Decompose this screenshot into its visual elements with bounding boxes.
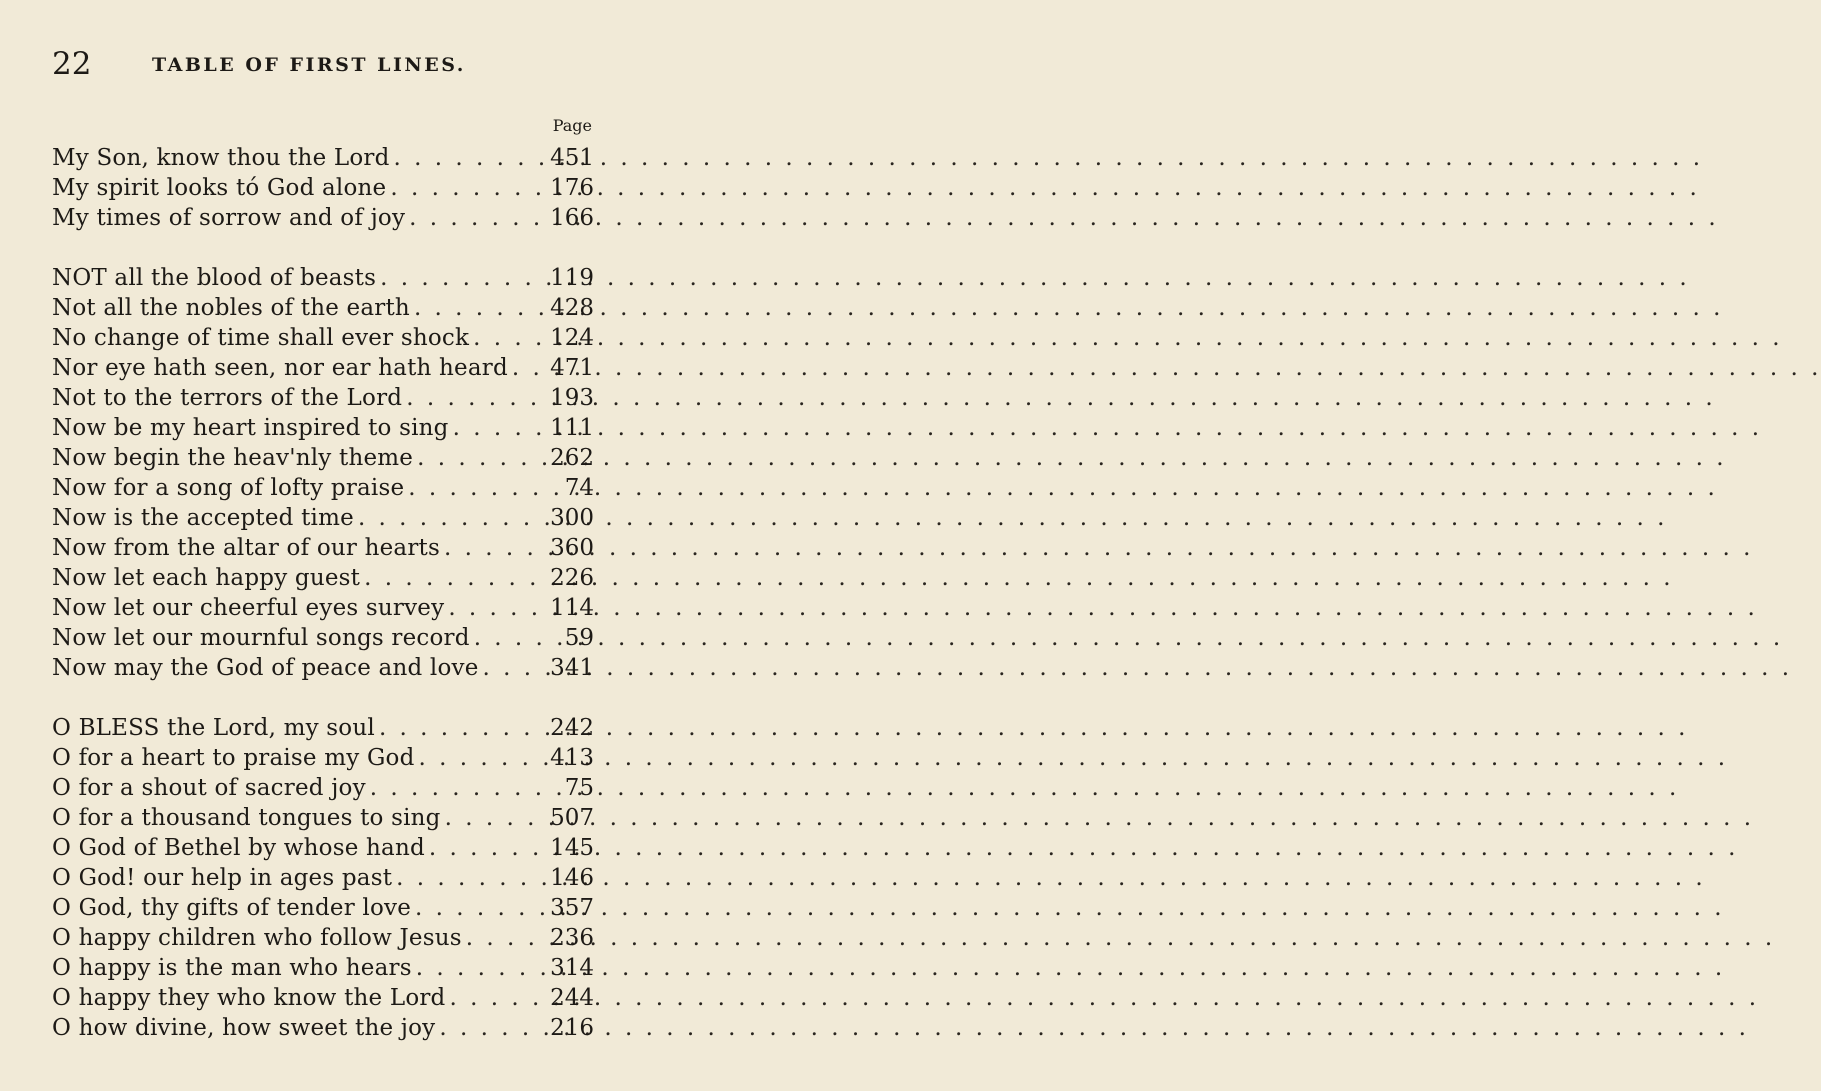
first-line-text: Now let each happy guest [52, 565, 361, 591]
first-line-text: Not all the nobles of the earth [52, 295, 410, 321]
first-line-text: Now let our cheerful eyes survey [52, 595, 445, 621]
page-reference: 242 [550, 715, 594, 741]
page-column-heading: Page [552, 116, 592, 135]
table-row [52, 563, 594, 593]
dot-leader [474, 623, 546, 653]
page-reference: 111 [550, 415, 594, 441]
page-reference: 471 [550, 355, 594, 381]
first-line-text: O for a heart to praise my God [52, 745, 415, 771]
dot-leader [358, 503, 546, 533]
table-row [52, 353, 594, 383]
table-row [52, 173, 594, 203]
table-row [52, 893, 594, 923]
table-row [52, 263, 594, 293]
table-row [52, 413, 594, 443]
page-reference: 428 [550, 295, 594, 321]
dot-leader [419, 743, 546, 773]
page-reference: 357 [550, 895, 594, 921]
table-row [52, 713, 594, 743]
table-row [52, 833, 594, 863]
first-line-text: Now may the God of peace and love [52, 655, 479, 681]
table-row [52, 953, 594, 983]
dot-leader [483, 653, 546, 683]
table-row [52, 773, 594, 803]
page-reference: 193 [550, 385, 594, 411]
first-line-text: My times of sorrow and of joy [52, 205, 406, 231]
dot-leader [445, 803, 546, 833]
dot-leader [408, 473, 546, 503]
first-line-text: Now is the accepted time [52, 505, 354, 531]
dot-leader [409, 203, 546, 233]
first-line-text: O happy they who know the Lord [52, 985, 446, 1011]
first-line-text: Not to the terrors of the Lord [52, 385, 403, 411]
dot-leader [416, 953, 546, 983]
page-number: 22 [52, 46, 92, 82]
first-line-text: Now be my heart inspired to sing [52, 415, 449, 441]
table-row [52, 1013, 594, 1043]
table-row [52, 863, 594, 893]
page-reference: 119 [550, 265, 594, 291]
book-page [0, 0, 640, 1091]
dot-leader [415, 893, 546, 923]
page-reference: 451 [550, 145, 594, 171]
first-line-text: No change of time shall ever shock [52, 325, 470, 351]
first-line-text: O happy is the man who hears [52, 955, 412, 981]
entry-group [52, 713, 594, 1043]
dot-leader [512, 353, 546, 383]
dot-leader [394, 143, 546, 173]
dot-leader [414, 293, 546, 323]
table-row [52, 983, 594, 1013]
first-lines-table [52, 143, 594, 1043]
table-row [52, 443, 594, 473]
first-line-text: O God! our help in ages past [52, 865, 393, 891]
dot-leader [370, 773, 546, 803]
table-row [52, 803, 594, 833]
page-reference: 341 [550, 655, 594, 681]
page-reference: 216 [550, 1015, 594, 1041]
table-row [52, 473, 594, 503]
first-line-text: O BLESS the Lord, my soul [52, 715, 375, 741]
table-row [52, 533, 594, 563]
dot-leader [466, 923, 546, 953]
running-title: TABLE OF FIRST LINES. [152, 54, 466, 76]
page-reference: 146 [550, 865, 594, 891]
page-reference: 413 [550, 745, 594, 771]
dot-leader [364, 563, 546, 593]
table-row [52, 383, 594, 413]
first-line-text: O for a shout of sacred joy [52, 775, 366, 801]
first-line-text: My spirit looks tó God alone [52, 175, 387, 201]
table-row [52, 623, 594, 653]
dot-leader [453, 413, 546, 443]
dot-leader [439, 1013, 546, 1043]
dot-leader [417, 443, 546, 473]
entry-group [52, 143, 594, 233]
dot-leader [396, 863, 546, 893]
first-line-text: O for a thousand tongues to sing [52, 805, 441, 831]
table-row [52, 923, 594, 953]
entry-group [52, 263, 594, 683]
dot-leader [444, 533, 546, 563]
page-reference: 226 [550, 565, 594, 591]
dot-leader [379, 713, 546, 743]
table-row [52, 503, 594, 533]
page-reference: 236 [550, 925, 594, 951]
first-line-text: O happy children who follow Jesus [52, 925, 462, 951]
table-row [52, 293, 594, 323]
first-line-text: My Son, know thou the Lord [52, 145, 390, 171]
page-reference: 74 [564, 475, 594, 501]
first-line-text: O how divine, how sweet the joy [52, 1015, 436, 1041]
first-line-text: Now begin the heav'nly theme [52, 445, 414, 471]
dot-leader [450, 983, 547, 1013]
table-row [52, 143, 594, 173]
page-reference: 75 [564, 775, 594, 801]
page-reference: 244 [550, 985, 594, 1011]
table-row [52, 743, 594, 773]
page-reference: 314 [550, 955, 594, 981]
table-row [52, 653, 594, 683]
page-reference: 166 [550, 205, 594, 231]
page-reference: 360 [550, 535, 594, 561]
first-line-text: NOT all the blood of beasts [52, 265, 377, 291]
page-reference: 176 [550, 175, 594, 201]
page-reference: 114 [550, 595, 594, 621]
first-line-text: Now for a song of lofty praise [52, 475, 405, 501]
first-line-text: Now from the altar of our hearts [52, 535, 440, 561]
table-row [52, 203, 594, 233]
page-reference: 262 [550, 445, 594, 471]
first-line-text: Now let our mournful songs record [52, 625, 470, 651]
dot-leader [406, 383, 546, 413]
page-reference: 124 [550, 325, 594, 351]
page-reference: 507 [550, 805, 594, 831]
dot-leader [473, 323, 546, 353]
first-line-text: O God of Bethel by whose hand [52, 835, 425, 861]
page-reference: 145 [550, 835, 594, 861]
table-row [52, 593, 594, 623]
dot-leader [429, 833, 546, 863]
dot-leader [390, 173, 546, 203]
dot-leader [448, 593, 546, 623]
page-header [52, 44, 592, 84]
dot-leader [380, 263, 546, 293]
first-line-text: O God, thy gifts of tender love [52, 895, 412, 921]
page-reference: 300 [550, 505, 594, 531]
first-line-text: Nor eye hath seen, nor ear hath heard [52, 355, 508, 381]
table-row [52, 323, 594, 353]
page-reference: 59 [564, 625, 594, 651]
